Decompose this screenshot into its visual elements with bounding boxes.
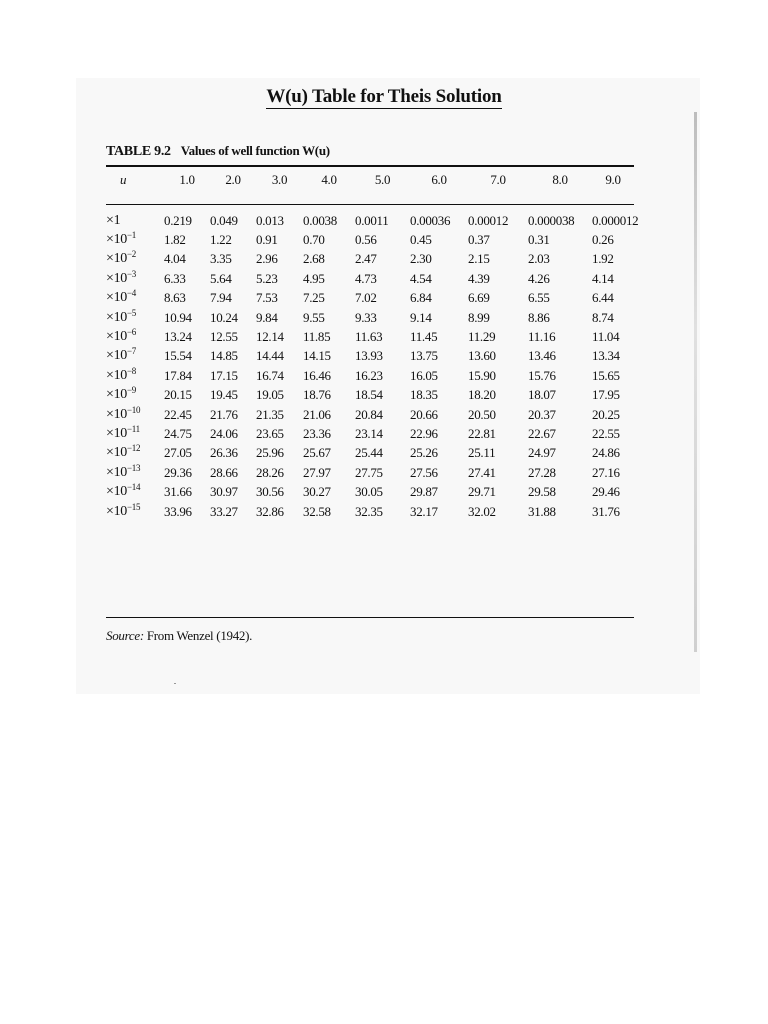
row-label: [106, 405, 164, 424]
table-cell: 19.45: [210, 387, 238, 403]
table-cell: 9.33: [355, 309, 377, 325]
row-label: [106, 444, 164, 463]
table-cell: 23.65: [256, 425, 284, 441]
row-label-base: ×10: [106, 348, 127, 364]
table-cell: 1.92: [592, 251, 614, 267]
row-label-exponent: −6: [127, 327, 136, 338]
table-cell: 27.28: [528, 464, 556, 480]
row-label-exponent: −15: [127, 501, 141, 512]
table-cell: 18.35: [410, 387, 438, 403]
row-label-exponent: −13: [127, 462, 141, 473]
table-cell: 18.54: [355, 387, 383, 403]
column-header: 7.0: [490, 172, 506, 187]
row-label-base: ×1: [106, 212, 121, 228]
row-label-base: ×10: [106, 290, 127, 306]
table-row: [106, 347, 634, 366]
table-cell: 0.0038: [303, 212, 337, 228]
table-row: [106, 250, 634, 269]
table-cell: 15.65: [592, 367, 620, 383]
table-cell: 18.76: [303, 387, 331, 403]
table-cell: 6.55: [528, 290, 550, 306]
table-row: [106, 463, 634, 482]
table-cell: 0.37: [468, 232, 490, 248]
table-cell: 33.96: [164, 503, 192, 519]
table-cell: 6.44: [592, 290, 614, 306]
table-cell: 0.013: [256, 212, 284, 228]
table-cell: 11.04: [592, 329, 620, 345]
row-label: [106, 502, 164, 521]
table-cell: 4.39: [468, 270, 490, 286]
table-cell: 7.94: [210, 290, 232, 306]
table-top-rule: [106, 165, 634, 167]
table-cell: 20.25: [592, 406, 620, 422]
table-cell: 32.02: [468, 503, 496, 519]
row-label: [106, 482, 164, 501]
row-label-base: ×10: [106, 232, 127, 248]
table-cell: 15.54: [164, 348, 192, 364]
table-cell: 32.86: [256, 503, 284, 519]
table-row: [106, 502, 634, 521]
table-cell: 19.05: [256, 387, 284, 403]
table-cell: 2.96: [256, 251, 278, 267]
table-cell: 6.69: [468, 290, 490, 306]
table-cell: 13.34: [592, 348, 620, 364]
table-cell: 15.76: [528, 367, 556, 383]
column-header: 6.0: [431, 172, 447, 187]
table-row: [106, 444, 634, 463]
table-cell: 28.26: [256, 464, 284, 480]
table-cell: 29.87: [410, 484, 438, 500]
row-label-exponent: −7: [127, 346, 136, 357]
row-label: [106, 347, 164, 366]
row-label: [106, 250, 164, 269]
table-cell: 29.36: [164, 464, 192, 480]
table-cell: 20.15: [164, 387, 192, 403]
table-cell: 11.16: [528, 329, 556, 345]
table-cell: 0.31: [528, 232, 550, 248]
table-cell: 27.41: [468, 464, 496, 480]
table-cell: 14.15: [303, 348, 331, 364]
table-cell: 2.68: [303, 251, 325, 267]
table-cell: 0.91: [256, 232, 278, 248]
table-cell: 31.66: [164, 484, 192, 500]
table-row: [106, 405, 634, 424]
table-cell: 0.56: [355, 232, 377, 248]
table-cell: 8.86: [528, 309, 550, 325]
table-cell: 20.84: [355, 406, 383, 422]
table-row: [106, 211, 634, 230]
row-label: [106, 289, 164, 308]
table-cell: 29.46: [592, 484, 620, 500]
table-cell: 7.02: [355, 290, 377, 306]
table-cell: 7.53: [256, 290, 278, 306]
table-cell: 23.14: [355, 425, 383, 441]
table-cell: 14.85: [210, 348, 238, 364]
row-label: [106, 424, 164, 443]
table-cell: 3.35: [210, 251, 232, 267]
row-label: [106, 211, 164, 230]
row-label-base: ×10: [106, 425, 127, 441]
table-cell: 27.75: [355, 464, 383, 480]
table-cell: 0.000038: [528, 212, 575, 228]
table-cell: 6.84: [410, 290, 432, 306]
row-label-exponent: −11: [127, 423, 140, 434]
row-label-base: ×10: [106, 406, 127, 422]
table-cell: 6.33: [164, 270, 186, 286]
table-cell: 25.26: [410, 445, 438, 461]
table-cell: 13.75: [410, 348, 438, 364]
table-cell: 17.15: [210, 367, 238, 383]
table-cell: 30.97: [210, 484, 238, 500]
table-cell: 21.76: [210, 406, 238, 422]
table-cell: 9.14: [410, 309, 432, 325]
row-label-exponent: −9: [127, 385, 136, 396]
table-cell: 10.24: [210, 309, 238, 325]
scan-speck: [174, 683, 176, 684]
table-spacer-row: [106, 200, 634, 211]
column-header: 2.0: [225, 172, 241, 187]
column-header: 1.0: [179, 172, 195, 187]
row-label-base: ×10: [106, 309, 127, 325]
table-cell: 13.60: [468, 348, 496, 364]
stub-header: u: [120, 172, 127, 187]
table-cell: 29.58: [528, 484, 556, 500]
table-cell: 31.76: [592, 503, 620, 519]
table-row: [106, 482, 634, 501]
table-cell: 25.44: [355, 445, 383, 461]
table-cell: 24.86: [592, 445, 620, 461]
row-label-exponent: −4: [127, 288, 136, 299]
table-cell: 30.05: [355, 484, 383, 500]
table-cell: 21.06: [303, 406, 331, 422]
source-label: Source:: [106, 628, 144, 643]
table-cell: 0.00036: [410, 212, 451, 228]
row-label-base: ×10: [106, 445, 127, 461]
table-cell: 26.36: [210, 445, 238, 461]
table-description: Values of well function W(u): [180, 143, 330, 158]
row-label-base: ×10: [106, 251, 127, 267]
table-row: [106, 308, 634, 327]
table-cell: 27.97: [303, 464, 331, 480]
table-cell: 28.66: [210, 464, 238, 480]
row-label-base: ×10: [106, 329, 127, 345]
table-cell: 22.45: [164, 406, 192, 422]
column-header: 3.0: [271, 172, 288, 187]
row-label-base: ×10: [106, 484, 127, 500]
table-row: [106, 366, 634, 385]
table-cell: 24.06: [210, 425, 238, 441]
table-cell: 4.26: [528, 270, 550, 286]
row-label: [106, 269, 164, 288]
table-cell: 11.29: [468, 329, 496, 345]
table-number: TABLE 9.2: [106, 144, 171, 159]
table-row: [106, 327, 634, 346]
column-header: 9.0: [605, 172, 621, 187]
table-cell: 13.46: [528, 348, 556, 364]
table-cell: 18.07: [528, 387, 556, 403]
page-title: W(u) Table for Theis Solution: [266, 86, 502, 107]
table-cell: 5.23: [256, 270, 278, 286]
table-cell: 2.30: [410, 251, 432, 267]
row-label: [106, 230, 164, 249]
row-label-base: ×10: [106, 270, 127, 286]
row-label-exponent: −5: [127, 307, 136, 318]
table-cell: 20.66: [410, 406, 438, 422]
table-cell: 23.36: [303, 425, 331, 441]
table-cell: 30.56: [256, 484, 284, 500]
table-cell: 12.14: [256, 329, 284, 345]
table-cell: 16.05: [410, 367, 438, 383]
table-cell: 4.95: [303, 270, 325, 286]
row-label: [106, 463, 164, 482]
table-cell: 0.0011: [355, 212, 389, 228]
table-cell: 9.55: [303, 309, 325, 325]
table-cell: 27.16: [592, 464, 620, 480]
table-cell: 29.71: [468, 484, 496, 500]
table-cell: 4.14: [592, 270, 614, 286]
row-label-exponent: −8: [127, 365, 136, 376]
table-cell: 0.000012: [592, 212, 639, 228]
table-cell: 8.99: [468, 309, 490, 325]
row-label-base: ×10: [106, 387, 127, 403]
table-cell: 9.84: [256, 309, 278, 325]
table-header-row: [106, 172, 634, 200]
table-cell: 0.45: [410, 232, 432, 248]
table-cell: 16.46: [303, 367, 331, 383]
row-label: [106, 308, 164, 327]
table-cell: 12.55: [210, 329, 238, 345]
well-function-table: [106, 172, 639, 521]
row-label-base: ×10: [106, 503, 127, 519]
row-label-base: ×10: [106, 464, 127, 480]
table-cell: 21.35: [256, 406, 284, 422]
column-header: 8.0: [552, 172, 568, 187]
table-cell: 8.63: [164, 290, 186, 306]
table-cell: 11.63: [355, 329, 383, 345]
table-cell: 11.45: [410, 329, 438, 345]
column-header: 4.0: [321, 172, 337, 187]
table-cell: 1.22: [210, 232, 232, 248]
table-cell: 10.94: [164, 309, 192, 325]
table-bottom-rule: [106, 617, 634, 618]
row-label: [106, 386, 164, 405]
table-cell: 33.27: [210, 503, 238, 519]
row-label: [106, 327, 164, 346]
table-cell: 24.97: [528, 445, 556, 461]
table-cell: 11.85: [303, 329, 331, 345]
table-cell: 15.90: [468, 367, 496, 383]
row-label: [106, 366, 164, 385]
table-cell: 27.05: [164, 445, 192, 461]
table-cell: 4.73: [355, 270, 377, 286]
table-cell: 22.67: [528, 425, 556, 441]
table-cell: 32.17: [410, 503, 438, 519]
table-cell: 30.27: [303, 484, 331, 500]
table-row: [106, 230, 634, 249]
table-cell: 20.37: [528, 406, 556, 422]
table-cell: 17.84: [164, 367, 192, 383]
table-cell: 13.24: [164, 329, 192, 345]
table-row: [106, 424, 634, 443]
table-cell: 18.20: [468, 387, 496, 403]
table-cell: 8.74: [592, 309, 614, 325]
table-cell: 25.96: [256, 445, 284, 461]
column-header: 5.0: [374, 172, 391, 187]
table-cell: 25.67: [303, 445, 331, 461]
table-cell: 32.35: [355, 503, 383, 519]
table-cell: 27.56: [410, 464, 438, 480]
source-text: From Wenzel (1942).: [146, 628, 253, 643]
row-label-base: ×10: [106, 367, 127, 383]
table-row: [106, 386, 634, 405]
table-cell: 22.96: [410, 425, 438, 441]
table-cell: 2.47: [355, 251, 377, 267]
table-cell: 5.64: [210, 270, 232, 286]
table-cell: 2.03: [528, 251, 550, 267]
scan-edge-shadow: [694, 112, 697, 652]
table-cell: 17.95: [592, 387, 620, 403]
table-cell: 0.26: [592, 232, 614, 248]
table-cell: 0.219: [164, 212, 192, 228]
table-cell: 13.93: [355, 348, 383, 364]
table-cell: 32.58: [303, 503, 331, 519]
row-label-exponent: −1: [127, 230, 136, 241]
source-note: [106, 628, 252, 644]
table-cell: 4.04: [164, 251, 186, 267]
row-label-exponent: −14: [127, 482, 141, 493]
table-body: [106, 200, 639, 521]
row-label-exponent: −12: [127, 443, 141, 454]
table-row: [106, 269, 634, 288]
table-cell: 2.15: [468, 251, 490, 267]
table-cell: 0.049: [210, 212, 238, 228]
table-cell: 16.74: [256, 367, 284, 383]
table-cell: 16.23: [355, 367, 383, 383]
table-cell: 1.82: [164, 232, 186, 248]
table-cell: 20.50: [468, 406, 496, 422]
table-cell: 31.88: [528, 503, 556, 519]
table-cell: 0.70: [303, 232, 325, 248]
table-row: [106, 289, 634, 308]
table-cell: 25.11: [468, 445, 496, 461]
table-cell: 22.81: [468, 425, 496, 441]
table-cell: 24.75: [164, 425, 192, 441]
table-cell: 7.25: [303, 290, 325, 306]
table-cell: 14.44: [256, 348, 284, 364]
row-label-exponent: −3: [127, 268, 136, 279]
table-cell: 4.54: [410, 270, 432, 286]
row-label-exponent: −2: [127, 249, 136, 260]
row-label-exponent: −10: [127, 404, 141, 415]
table-caption: [106, 143, 330, 160]
table-cell: 22.55: [592, 425, 620, 441]
table-cell: 0.00012: [468, 212, 509, 228]
